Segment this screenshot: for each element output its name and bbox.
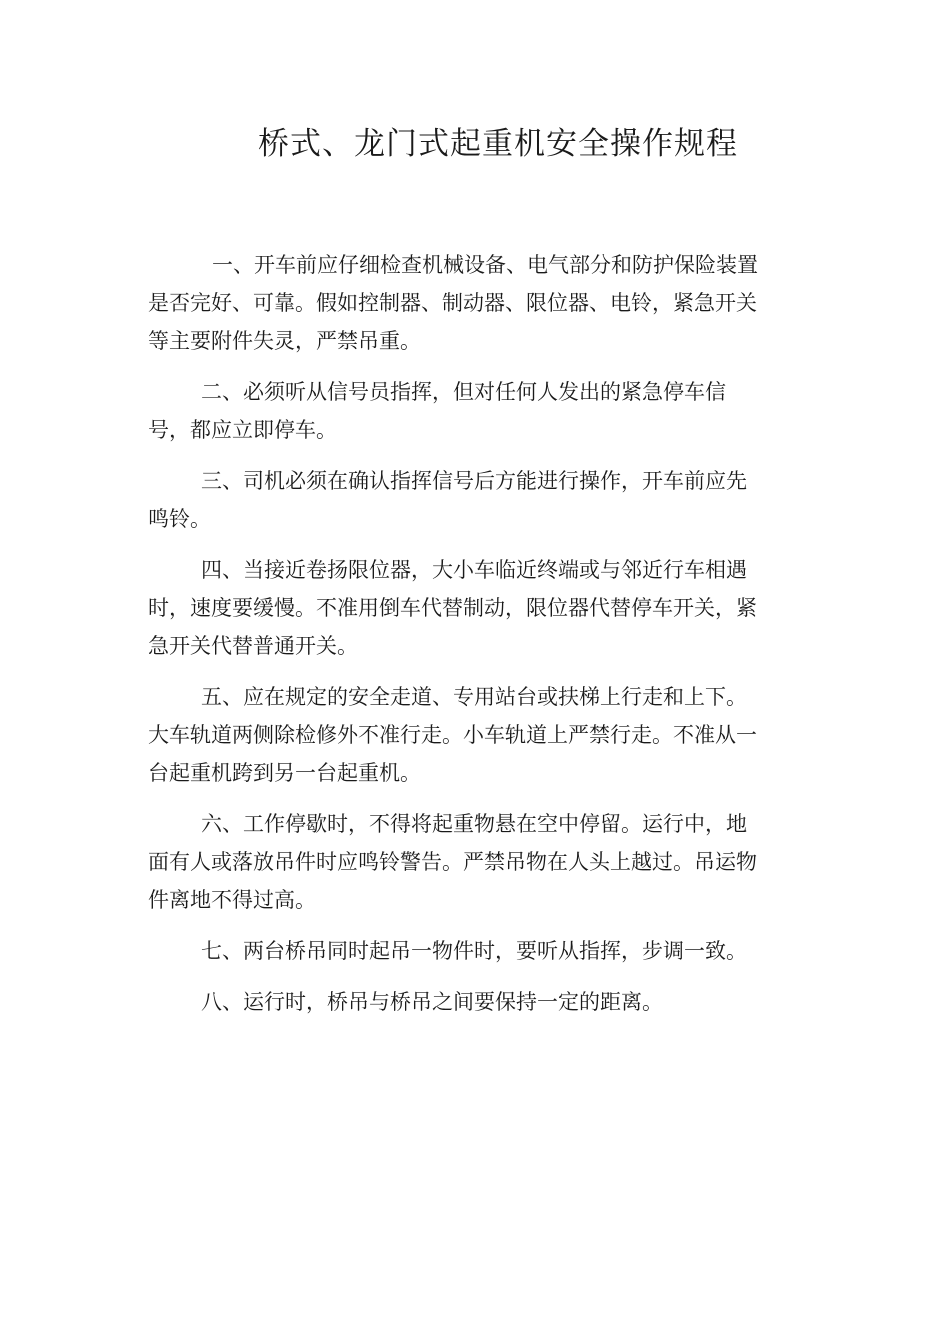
paragraph-line: 鸣铃。 [148,507,211,531]
paragraph-line: 是否完好、可靠。假如控制器、制动器、限位器、电铃，紧急开关 [148,291,757,315]
paragraph-line: 一、开车前应仔细检查机械设备、电气部分和防护保险装置 [212,253,758,277]
paragraph-4 [148,551,808,665]
document-title: 桥式、龙门式起重机安全操作规程 [258,126,738,162]
paragraph-1 [148,246,808,360]
paragraph-line: 件离地不得过高。 [148,888,316,912]
paragraph-6 [148,805,808,919]
paragraph-8 [148,983,808,1021]
paragraph-line: 六、工作停歇时，不得将起重物悬在空中停留。运行中，地 [201,812,747,836]
paragraph-7 [148,932,808,970]
paragraph-line: 急开关代替普通开关。 [148,634,358,658]
paragraph-line: 七、两台桥吊同时起吊一物件时，要听从指挥，步调一致。 [201,939,747,963]
paragraph-line: 四、当接近卷扬限位器，大小车临近终端或与邻近行车相遇 [201,558,747,582]
document-body [148,246,808,1034]
paragraph-line: 等主要附件失灵，严禁吊重。 [148,329,421,353]
paragraph-line: 大车轨道两侧除检修外不准行走。小车轨道上严禁行走。不准从一 [148,723,757,747]
paragraph-line: 三、司机必须在确认指挥信号后方能进行操作，开车前应先 [201,469,747,493]
paragraph-line: 台起重机跨到另一台起重机。 [148,761,421,785]
paragraph-3 [148,462,808,538]
paragraph-5 [148,678,808,792]
paragraph-2 [148,373,808,449]
paragraph-line: 面有人或落放吊件时应鸣铃警告。严禁吊物在人头上越过。吊运物 [148,850,757,874]
paragraph-line: 八、运行时，桥吊与桥吊之间要保持一定的距离。 [201,990,663,1014]
paragraph-line: 时，速度要缓慢。不准用倒车代替制动，限位器代替停车开关，紧 [148,596,757,620]
paragraph-line: 号，都应立即停车。 [148,418,337,442]
paragraph-line: 二、必须听从信号员指挥，但对任何人发出的紧急停车信 [201,380,726,404]
paragraph-line: 五、应在规定的安全走道、专用站台或扶梯上行走和上下。 [201,685,747,709]
